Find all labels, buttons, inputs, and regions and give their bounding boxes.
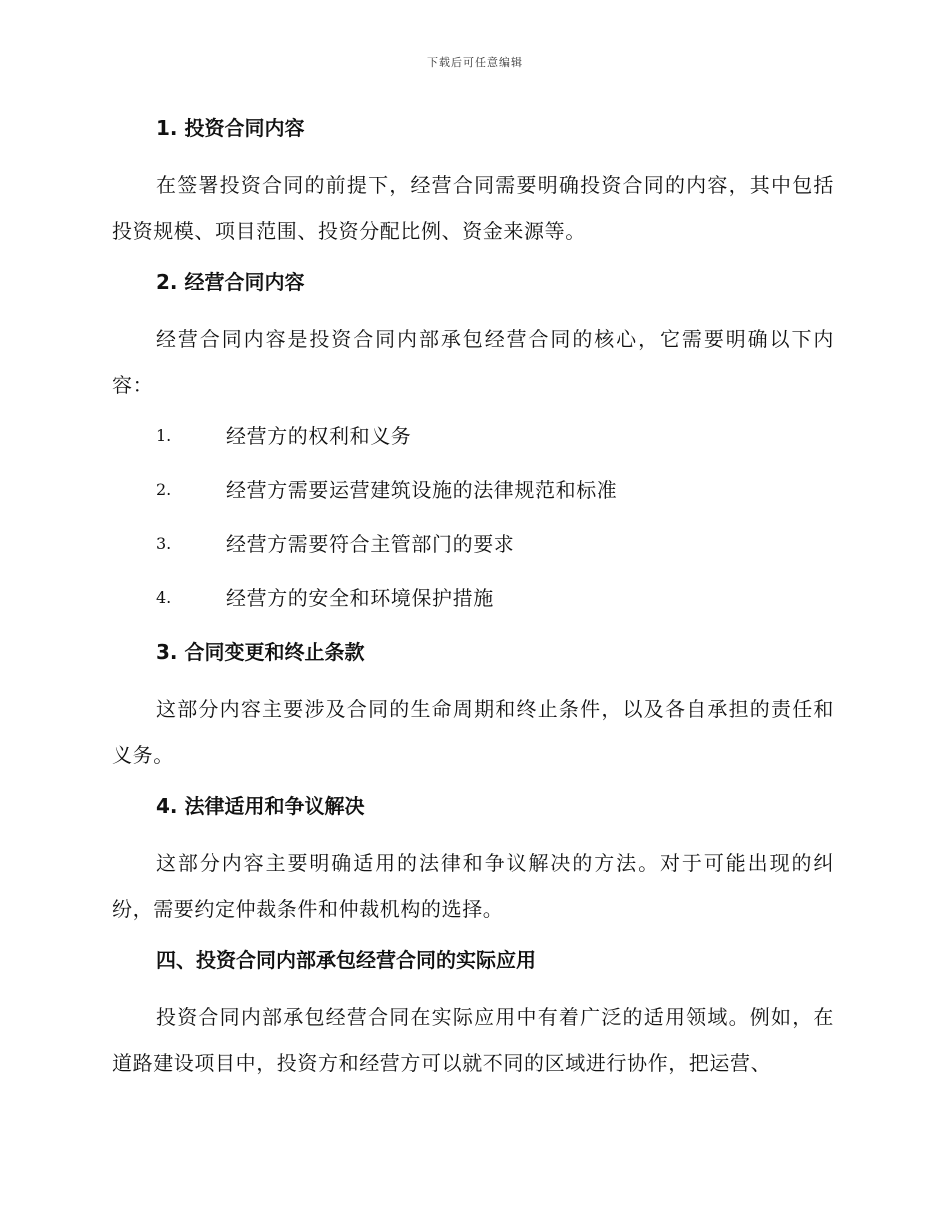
list-item xyxy=(112,578,834,618)
section-heading-1: 1. 投资合同内容 xyxy=(156,116,305,140)
list-item-number: 1. xyxy=(156,426,172,445)
section-paragraph-2: 经营合同内容是投资合同内部承包经营合同的核心，它需要明确以下内容： xyxy=(112,327,834,397)
section-heading-5: 四、投资合同内部承包经营合同的实际应用 xyxy=(156,948,536,972)
section-heading-2: 2. 经营合同内容 xyxy=(156,270,305,294)
list-item xyxy=(112,524,834,564)
list-item xyxy=(112,470,834,510)
list-item xyxy=(112,416,834,456)
document-body xyxy=(112,108,834,1094)
section-paragraph-3: 这部分内容主要涉及合同的生命周期和终止条件，以及各自承担的责任和义务。 xyxy=(112,697,834,767)
page-header: 下载后可任意编辑 xyxy=(427,56,523,69)
list-item-number: 4. xyxy=(156,588,172,607)
section-paragraph-5: 投资合同内部承包经营合同在实际应用中有着广泛的适用领域。例如，在道路建设项目中，投资方和经营方可以就不同的区域进行协作，把运营、 xyxy=(112,1005,834,1075)
list-item-number: 3. xyxy=(156,534,172,553)
section-heading-4: 4. 法律适用和争议解决 xyxy=(156,794,365,818)
list-item-text: 经营方需要运营建筑设施的法律规范和标准 xyxy=(226,478,618,502)
section-paragraph-1: 在签署投资合同的前提下，经营合同需要明确投资合同的内容，其中包括投资规模、项目范围、投资分配比例、资金来源等。 xyxy=(112,173,834,243)
section-heading-3: 3. 合同变更和终止条款 xyxy=(156,640,365,664)
list-item-number: 2. xyxy=(156,480,172,499)
section-paragraph-4: 这部分内容主要明确适用的法律和争议解决的方法。对于可能出现的纠纷，需要约定仲裁条件和仲裁机构的选择。 xyxy=(112,851,834,921)
list-item-text: 经营方的权利和义务 xyxy=(226,424,412,448)
list-item-text: 经营方需要符合主管部门的要求 xyxy=(226,532,515,556)
list-item-text: 经营方的安全和环境保护措施 xyxy=(226,586,494,610)
numbered-list xyxy=(112,416,834,618)
